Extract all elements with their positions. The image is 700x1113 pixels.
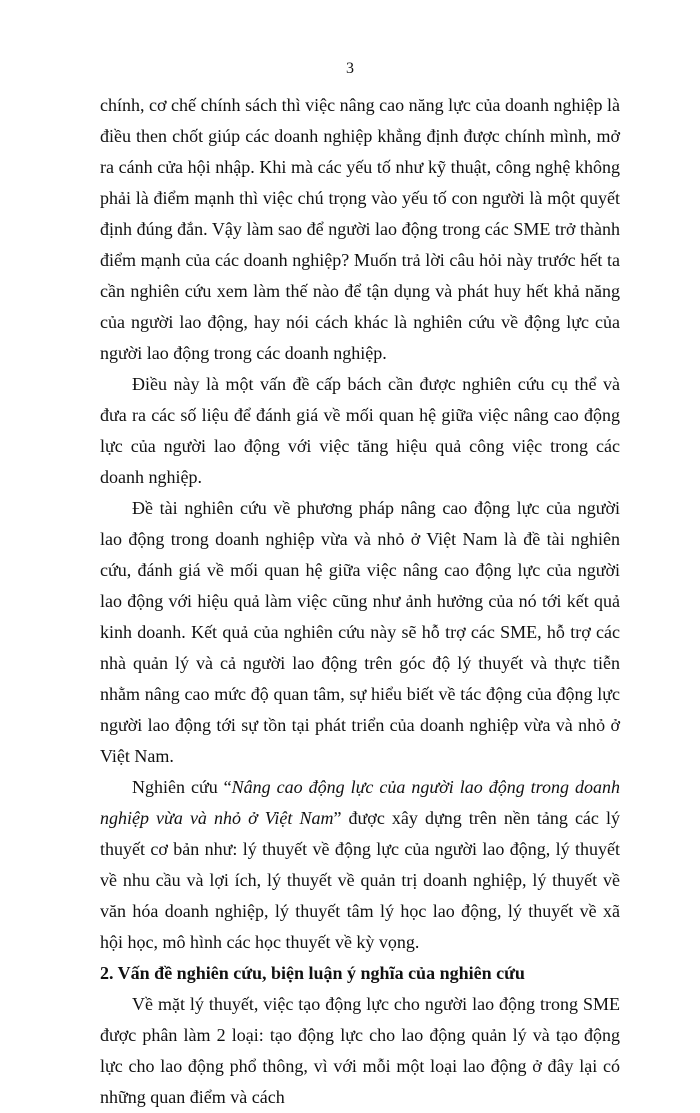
page-number: 3 xyxy=(346,60,354,77)
paragraph: Điều này là một vấn đề cấp bách cần được nghiên cứu cụ thể và đưa ra các số liệu để đánh giá về mối quan hệ giữa việc nâng cao động lực của người lao động với việc tăng hiệu quả công việc trong các doanh nghiệp. xyxy=(100,374,620,487)
paragraph: Đề tài nghiên cứu về phương pháp nâng cao động lực của người lao động trong doanh nghiệp vừa và nhỏ ở Việt Nam là đề tài nghiên cứu, đánh giá về mối quan hệ giữa việc nâng cao động lực của người lao động với hiệu quả làm việc cũng như ảnh hưởng của nó tới kết quả kinh doanh. Kết quả của nghiên cứu này sẽ hỗ trợ các SME, hỗ trợ các nhà quản lý và cả người lao động trên góc độ lý thuyết và thực tiễn nhằm nâng cao mức độ quan tâm, sự hiểu biết về tác động của động lực người lao động tới sự tồn tại phát triển của doanh nghiệp vừa và nhỏ ở Việt Nam. xyxy=(100,498,620,766)
paragraph: Về mặt lý thuyết, việc tạo động lực cho người lao động trong SME được phân làm 2 loại: tạo động lực cho lao động quản lý và tạo động lực cho lao động phổ thông, vì với mỗi một loại lao động ở đây lại có những quan điểm và cách xyxy=(100,994,620,1107)
paragraph: chính, cơ chế chính sách thì việc nâng cao năng lực của doanh nghiệp là điều then chốt giúp các doanh nghiệp khẳng định được chính mình, mở ra cánh cửa hội nhập. Khi mà các yếu tố như kỹ thuật, công nghệ không phải là điểm mạnh thì việc chú trọng vào yếu tố con người là một quyết định đúng đắn. Vậy làm sao để người lao động trong các SME trở thành điểm mạnh của các doanh nghiệp? Muốn trả lời câu hỏi này trước hết ta cần nghiên cứu xem làm thế nào để tận dụng và phát huy hết khả năng của người lao động, hay nói cách khác là nghiên cứu về động lực của người lao động trong các doanh nghiệp. xyxy=(100,95,620,363)
research-title: Nâng cao động lực của người lao động trong doanh nghiệp vừa và nhỏ ở Việt Nam xyxy=(100,777,620,828)
paragraph xyxy=(100,772,620,958)
section-heading: 2. Vấn đề nghiên cứu, biện luận ý nghĩa của nghiên cứu xyxy=(100,963,525,983)
paragraph-text: Nghiên cứu “ xyxy=(132,777,232,797)
paragraph-text: ” được xây dựng trên nền tảng các lý thuyết cơ bản như: lý thuyết về động lực của người lao động, lý thuyết về nhu cầu và lợi ích, lý thuyết về quản trị doanh nghiệp, lý thuyết về văn hóa doanh nghiệp, lý thuyết tâm lý học lao động, lý thuyết về xã hội học, mô hình các học thuyết về kỳ vọng. xyxy=(100,808,620,952)
